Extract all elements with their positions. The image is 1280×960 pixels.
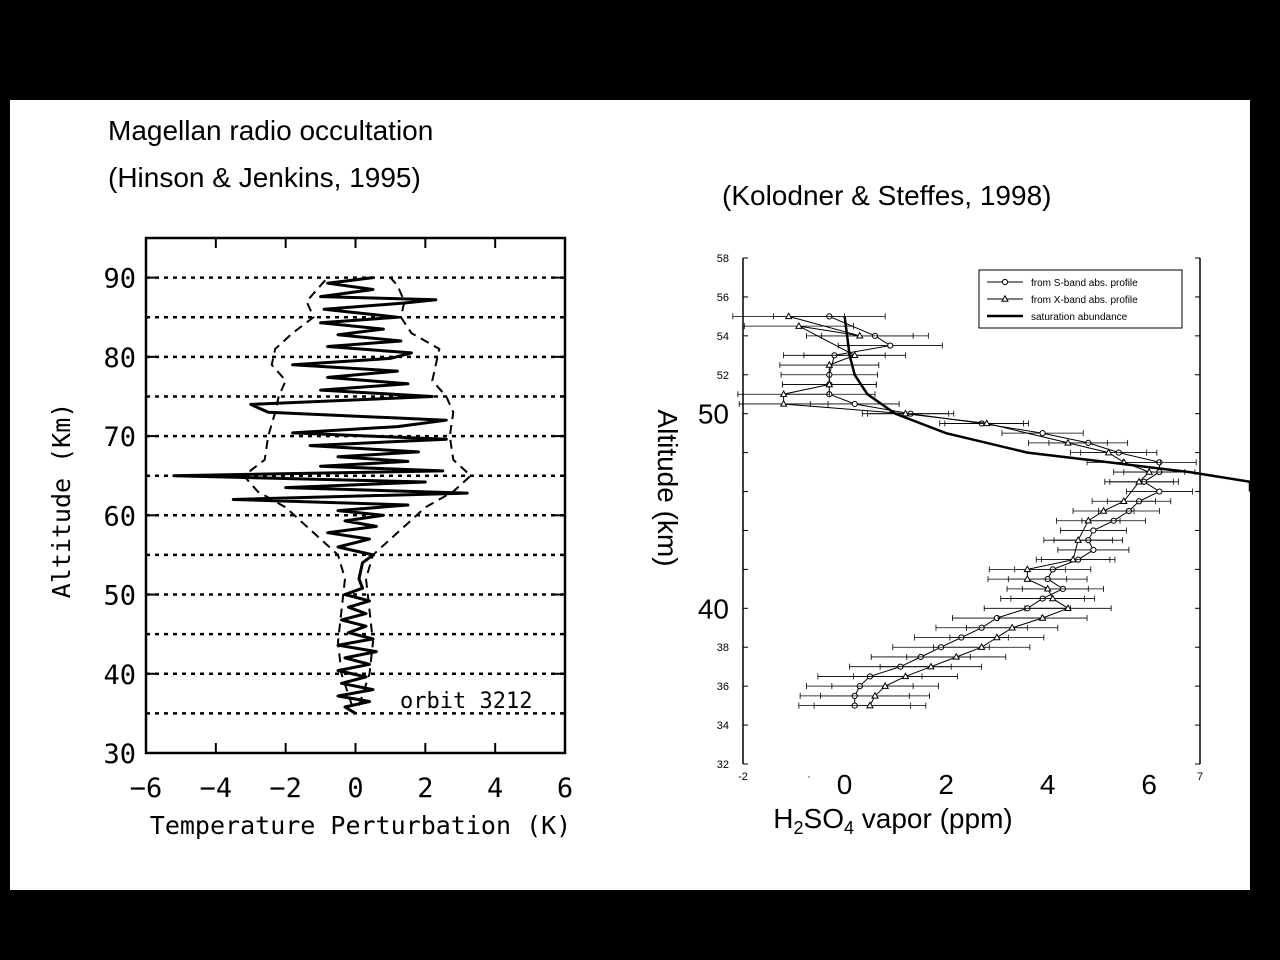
legend-label: from S-band abs. profile — [1031, 278, 1138, 289]
y-tick-label: 36 — [716, 681, 729, 694]
y-tick-label: 38 — [716, 642, 729, 655]
data-point-triangle — [852, 352, 858, 357]
x-tick-label: 0 — [836, 769, 853, 800]
data-point-triangle — [786, 313, 792, 318]
y-axis-label: Altitude (km) — [652, 409, 683, 567]
data-point-triangle — [1045, 586, 1051, 591]
x-tick-label: −2 — [269, 773, 302, 804]
y-tick-label: 56 — [716, 291, 729, 304]
y-tick-label: 50 — [697, 398, 729, 430]
x-tick-label: 2 — [417, 773, 434, 804]
left-chart-title-line1: Magellan radio occultation — [108, 115, 434, 146]
y-tick-label: 40 — [103, 659, 136, 691]
data-point-triangle — [1075, 537, 1081, 542]
data-point-triangle — [1050, 595, 1056, 600]
x-axis-label-subscript: 2 — [793, 818, 804, 838]
x-tick-label: 4 — [1039, 769, 1056, 800]
right-chart-title: (Kolodner & Steffes, 1998) — [722, 180, 1052, 211]
x-tick-label: −6 — [129, 773, 163, 804]
x-axis-label — [773, 803, 1012, 838]
x-axis-label: Temperature Perturbation (K) — [149, 811, 572, 840]
x-tick-label: 6 — [1141, 769, 1158, 800]
x-tick-label: 2 — [938, 769, 954, 800]
data-point-circle — [852, 401, 857, 406]
y-tick-label: 60 — [103, 501, 136, 533]
data-point-circle — [888, 343, 893, 348]
y-tick-label: 50 — [103, 580, 136, 612]
y-tick-label: 52 — [716, 369, 729, 382]
data-point-triangle — [781, 401, 787, 406]
orbit-annotation: orbit 3212 — [400, 689, 533, 714]
y-tick-label: 58 — [716, 253, 729, 265]
y-tick-label: 34 — [716, 720, 729, 733]
x-band-series — [733, 313, 1185, 708]
x-tick-label: 4 — [487, 773, 504, 804]
data-point-triangle — [1085, 518, 1091, 523]
y-tick-label: 30 — [103, 739, 136, 770]
x-tick-label: -2 — [738, 771, 748, 783]
x-axis-label-subscript: 4 — [843, 818, 855, 838]
x-axis-label-part: H — [773, 803, 794, 834]
x-tick-label: −4 — [199, 773, 233, 804]
y-tick-label: 40 — [697, 593, 729, 625]
data-point-circle — [1091, 528, 1096, 533]
legend-circle-marker — [1002, 279, 1007, 284]
left-chart-title-line2: (Hinson & Jenkins, 1995) — [108, 162, 421, 193]
y-tick-label: 80 — [103, 342, 136, 374]
legend-label: saturation abundance — [1031, 312, 1128, 323]
data-point-circle — [1091, 547, 1096, 552]
data-point-triangle — [867, 702, 873, 707]
data-point-triangle — [1065, 605, 1071, 610]
data-point-triangle — [979, 644, 985, 649]
x-axis-label-part: vapor (ppm) — [854, 803, 1013, 834]
data-point-circle — [1040, 431, 1045, 436]
data-point-triangle — [1024, 576, 1030, 581]
x-tick-label: 6 — [556, 773, 574, 804]
data-point-triangle — [994, 634, 1000, 639]
data-point-circle — [1157, 489, 1162, 494]
x-tick-label: 0 — [347, 773, 364, 804]
saturation-curve — [845, 316, 1250, 491]
y-axis-label: Altitude (Km) — [47, 402, 76, 599]
y-tick-label: 32 — [716, 759, 729, 771]
data-point-triangle — [796, 323, 802, 328]
x-tick-label: 7 — [1196, 771, 1204, 783]
y-tick-label: 70 — [103, 422, 136, 454]
right-chart — [10, 100, 1250, 890]
x-tick-dot: · — [807, 771, 811, 783]
legend-label: from X-band abs. profile — [1031, 295, 1138, 306]
x-axis-label-part: SO — [803, 803, 844, 834]
y-tick-label: 90 — [103, 263, 136, 295]
slide-panel — [10, 100, 1250, 890]
y-tick-label: 54 — [716, 330, 729, 343]
